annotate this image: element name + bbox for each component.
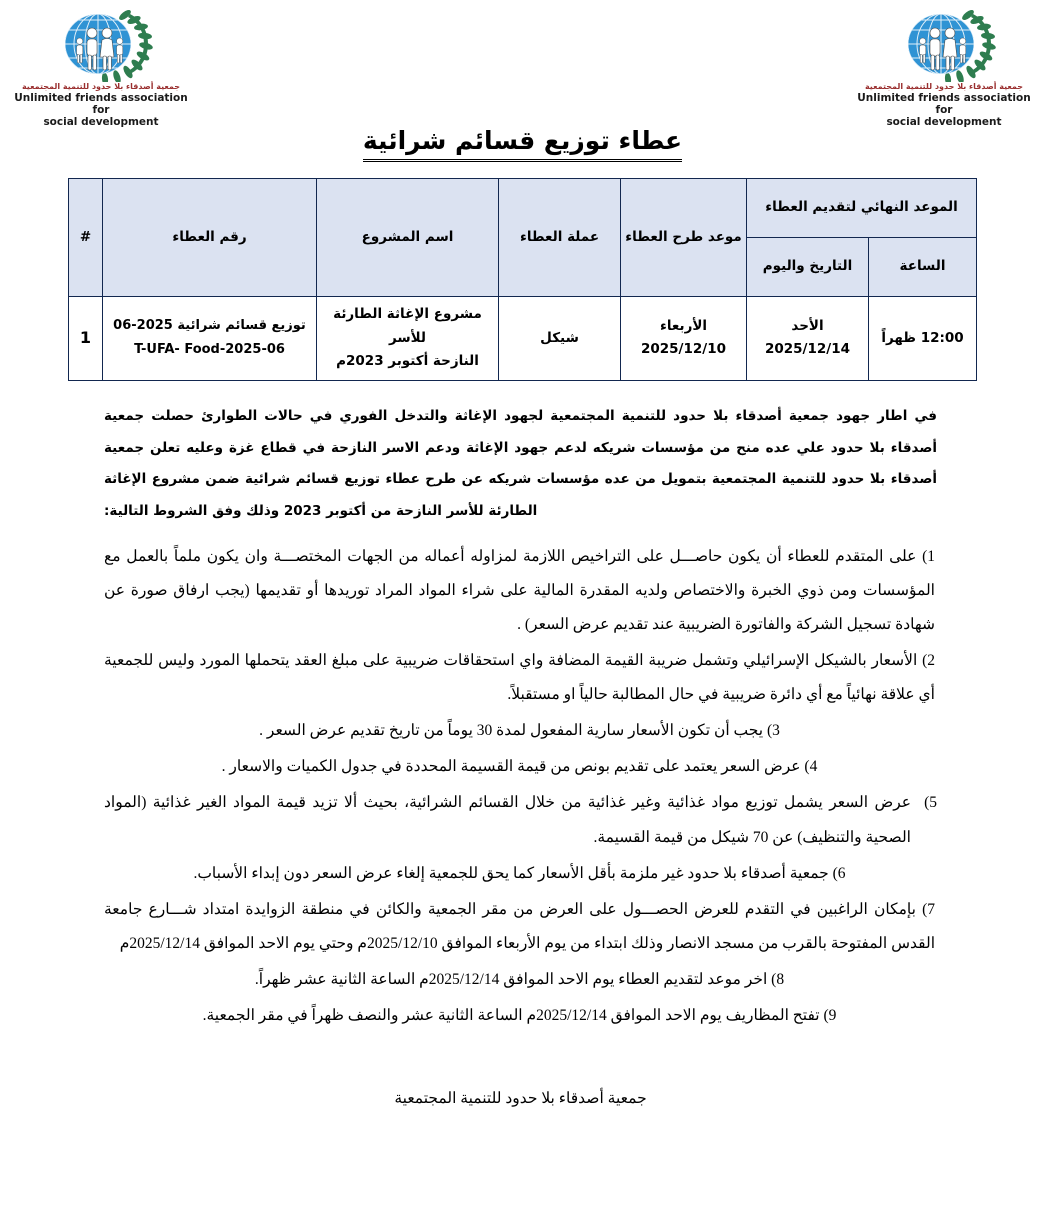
condition-item: عرض السعر يشمل توزيع مواد غذائية وغير غذائية من خلال القسائم الشرائية، بحيث ألا تزيد قيمة المواد الغير غذائية (المواد الصحية والتنظيف) عن 70 شيكل من قيمة القسيمة. <box>104 794 911 846</box>
header-launch-date: موعد طرح العطاء <box>621 179 747 297</box>
tender-number-line2: T-UFA- Food-2025-06 <box>134 342 285 358</box>
cell-index: 1 <box>69 297 103 381</box>
footer-signature <box>0 1089 1045 1108</box>
launch-date-value: 2025/12/10 <box>640 341 726 358</box>
table-row <box>69 297 977 381</box>
condition-item: اخر موعد لتقديم العطاء يوم الاحد الموافق 2025/12/14م الساعة الثانية عشر ظهراً. <box>254 970 768 988</box>
cell-project-name <box>317 297 499 381</box>
document-header <box>0 0 1045 129</box>
globe-people-laurel-icon <box>885 8 1003 82</box>
cell-deadline-time: 12:00 ظهراً <box>869 297 977 381</box>
header-tender-number: رقم العطاء <box>103 179 317 297</box>
condition-item: بإمكان الراغبين في التقدم للعرض الحصـــول على العرض من مقر الجمعية والكائن في منطقة الزوايدة امتداد شـــارع جامعة القدس المفتوحة بالقرب من مسجد الانصار وذلك ابتداء من يوم الأربعاء الموافق 2025/12/10م وحتي يوم الاحد الموافق 2025/12/14م <box>104 900 935 952</box>
condition-item: على المتقدم للعطاء أن يكون حاصـــل على التراخيص اللازمة لمزاوله أعماله من الجهات المختصـــة وان يكون ملماً بالعمل مع المؤسسات ومن ذوي الخبرة والاختصاص ولديه المقدرة المالية على شراء المواد المراد توريدها أو تقديمها (يجب ارفاق صورة عن شهادة تسجيل الشركة والفاتورة الضريبية عند تقديم عرض السعر) . <box>104 547 935 633</box>
intro-paragraph: في اطار جهود جمعية أصدقاء بلا حدود للتنمية المجتمعية لجهود الإغاثة والتدخل الفوري في حالات الطوارئ حصلت جمعية أصدقاء بلا حدود علي عده منح من مؤسسات شريكه لدعم جهود الإغاثة ودعم الاسر النازحة في قطاع غزة وعليه تعلن جمعية أصدقاء بلا حدود للتنمية المجتمعية بتمويل من عده مؤسسات شريكه عن طرح عطاء توزيع قسائم شرائية ضمن مشروع الإغاثة الطارئة للأسر النازحة من أكتوبر 2023 وذلك وفق الشروط التالية: <box>104 407 937 520</box>
condition-item: عرض السعر يعتمد على تقديم بونص من قيمة القسيمة المحددة في جدول الكميات والاسعار . <box>221 758 801 776</box>
cell-currency: شيكل <box>499 297 621 381</box>
header-project-name: اسم المشروع <box>317 179 499 297</box>
project-name-line1: مشروع الإغاثة الطارئة للأسر <box>333 306 482 346</box>
table-body <box>69 297 977 381</box>
condition-item: الأسعار بالشيكل الإسرائيلي وتشمل ضريبة القيمة المضافة واي استحقاقات ضريبية على مبلغ العقد يتحملها المورد وليس للجمعية أي علاقة نهائياً مع أي دائرة ضريبية في حال المطالبة حالياً او مستقبلاً. <box>104 652 935 704</box>
cell-tender-number <box>103 297 317 381</box>
header-deadline-group: الموعد النهائي لتقديم العطاء <box>747 179 977 238</box>
document-body <box>0 401 1045 1033</box>
header-deadline-time: الساعة <box>869 238 977 297</box>
launch-day: الأربعاء <box>659 317 708 334</box>
header-index: # <box>69 179 103 297</box>
logo-right <box>6 8 196 129</box>
tender-number-line1: توزيع قسائم شرائية 2025-06 <box>113 317 306 333</box>
page-title: عطاء توزيع قسائم شرائية <box>363 126 682 162</box>
globe-people-laurel-icon <box>42 8 160 82</box>
tender-table <box>68 178 977 381</box>
project-name-line2: النازحة أكتوبر 2023م <box>336 353 479 370</box>
org-name-ar: جمعية أصدقاء بلا حدود للتنمية المجتمعية <box>864 82 1024 91</box>
org-name-ar: جمعية أصدقاء بلا حدود للتنمية المجتمعية <box>21 82 181 91</box>
condition-item: جمعية أصدقاء بلا حدود غير ملزمة بأقل الأسعار كما يحق للجمعية إلغاء عرض السعر دون إبداء الأسباب. <box>193 864 829 882</box>
org-name-en-line2: social development <box>886 116 1002 129</box>
cell-launch-date <box>621 297 747 381</box>
logo-left <box>849 8 1039 129</box>
cell-deadline-date <box>747 297 869 381</box>
header-currency: عملة العطاء <box>499 179 621 297</box>
condition-item: تفتح المظاريف يوم الاحد الموافق 2025/12/14م الساعة الثانية عشر والنصف ظهراً في مقر الجمعية. <box>202 1006 820 1024</box>
org-name-en-line1: Unlimited friends association for <box>857 91 1031 116</box>
logo-caption-left <box>849 83 1039 129</box>
page-title-wrap <box>0 126 1045 162</box>
deadline-day: الأحد <box>791 317 824 334</box>
logo-caption-right <box>6 83 196 129</box>
org-name-en-line2: social development <box>43 116 159 129</box>
condition-item: يجب أن تكون الأسعار سارية المفعول لمدة 30 يوماً من تاريخ تقديم عرض السعر . <box>259 722 764 740</box>
table-header <box>69 179 977 297</box>
deadline-date-value: 2025/12/14 <box>764 341 850 358</box>
org-name-en-line1: Unlimited friends association for <box>14 91 188 116</box>
footer-signature-text: جمعية أصدقاء بلا حدود للتنمية المجتمعية <box>394 1090 647 1108</box>
conditions-list <box>104 540 937 1033</box>
table-header-row-1 <box>69 179 977 238</box>
header-deadline-date: التاريخ واليوم <box>747 238 869 297</box>
